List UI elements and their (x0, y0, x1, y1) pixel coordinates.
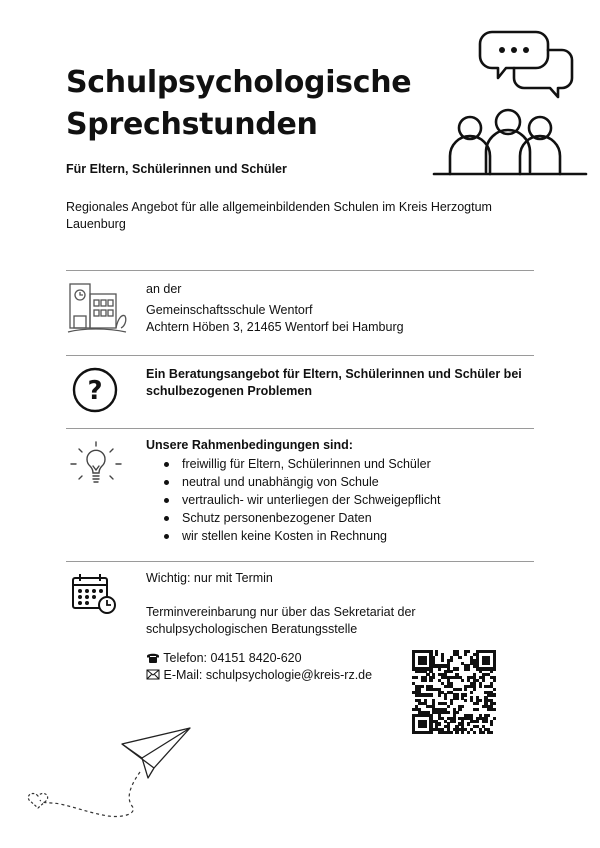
qr-module (461, 679, 464, 682)
location-prefix: an der (146, 282, 182, 296)
qr-module (484, 720, 487, 723)
qr-module (493, 693, 496, 696)
qr-module (493, 702, 496, 705)
qr-module (487, 714, 490, 717)
chat-people-icon (430, 24, 590, 184)
qr-module (467, 650, 470, 653)
qr-module (490, 722, 493, 725)
qr-module (438, 693, 441, 696)
divider (66, 428, 534, 429)
list-item: neutral und unabhängig von Schule (146, 473, 536, 491)
qr-module (438, 667, 441, 670)
qr-module (493, 679, 496, 682)
qr-module (482, 679, 485, 682)
qr-module (476, 702, 479, 705)
phone-text: Telefon: 04151 8420-620 (163, 651, 302, 665)
qr-module (450, 702, 453, 705)
qr-module (415, 676, 418, 679)
calendar-clock-icon (70, 572, 120, 616)
qr-module (473, 731, 476, 734)
email-address[interactable]: E-Mail: schulpsychologie@kreis-rz.de (163, 668, 373, 682)
school-building-icon (66, 278, 128, 340)
qr-module (473, 688, 476, 691)
school-name: Gemeinschaftsschule Wentorf (146, 303, 313, 317)
qr-module (467, 731, 470, 734)
qr-module (435, 653, 438, 656)
qr-module (487, 662, 490, 665)
qr-module (450, 659, 453, 662)
qr-module (461, 731, 464, 734)
divider (66, 270, 534, 271)
qr-module (461, 705, 464, 708)
svg-text:?: ? (87, 376, 103, 406)
qr-module (479, 699, 482, 702)
qr-module (424, 662, 427, 665)
qr-module (429, 731, 432, 734)
subtitle: Für Eltern, Schülerinnen und Schüler (66, 162, 287, 176)
qr-module (450, 731, 453, 734)
list-item: vertraulich- wir unterliegen der Schweigepflicht (146, 491, 536, 509)
phone-line (146, 650, 302, 667)
qr-module (464, 699, 467, 702)
conditions-heading: Unsere Rahmenbedingungen sind: (146, 438, 353, 452)
qr-module (455, 711, 458, 714)
page-title (66, 62, 411, 146)
qr-module (490, 731, 493, 734)
school-address: Achtern Höben 3, 21465 Wentorf bei Hamburg (146, 320, 404, 334)
qr-module (429, 679, 432, 682)
divider (66, 561, 534, 562)
paper-plane-icon (14, 720, 214, 830)
appointment-important: Wichtig: nur mit Termin (146, 571, 273, 585)
list-item: wir stellen keine Kosten in Rechnung (146, 527, 536, 545)
qr-module (432, 676, 435, 679)
qr-module (464, 693, 467, 696)
title-line-1: Schulpsychologische (66, 65, 412, 100)
qr-module (493, 667, 496, 670)
title-line-2: Sprechstunden (66, 107, 318, 142)
appointment-booking: Terminvereinbarung nur über das Sekretariat der schulpsychologischen Beratungsstelle (146, 605, 416, 636)
conditions-list (146, 455, 536, 545)
telephone-icon (146, 652, 160, 663)
qr-module (493, 708, 496, 711)
qr-module (455, 696, 458, 699)
qr-module (476, 720, 479, 723)
qr-module (467, 667, 470, 670)
qr-module (464, 688, 467, 691)
qr-module (424, 725, 427, 728)
qr-module (421, 685, 424, 688)
question-mark-icon (70, 365, 120, 415)
qr-module (450, 670, 453, 673)
qr-module (447, 711, 450, 714)
divider (66, 355, 534, 356)
lightbulb-icon (66, 438, 126, 494)
qr-code-icon[interactable] (412, 650, 496, 734)
qr-module (470, 691, 473, 694)
qr-module (458, 688, 461, 691)
qr-module (493, 717, 496, 720)
qr-module (458, 708, 461, 711)
intro-text: Regionales Angebot für alle allgemeinbildenden Schulen im Kreis Herzogtum Lauenburg (66, 200, 492, 231)
qr-module (479, 685, 482, 688)
qr-module (444, 696, 447, 699)
offer-text: Ein Beratungsangebot für Eltern, Schülerinnen und Schüler bei schulbezogenen Problemen (146, 367, 522, 398)
qr-module (467, 722, 470, 725)
qr-module (438, 722, 441, 725)
qr-module (441, 659, 444, 662)
qr-module (447, 705, 450, 708)
list-item: freiwillig für Eltern, Schülerinnen und Schüler (146, 455, 536, 473)
qr-module (424, 679, 427, 682)
qr-module (458, 656, 461, 659)
list-item: Schutz personenbezogener Daten (146, 509, 536, 527)
qr-module (453, 720, 456, 723)
qr-module (482, 731, 485, 734)
email-line (146, 667, 372, 684)
qr-module (455, 731, 458, 734)
qr-module (490, 670, 493, 673)
qr-module (429, 693, 432, 696)
qr-module (455, 667, 458, 670)
qr-module (464, 653, 467, 656)
qr-module (493, 688, 496, 691)
qr-module (476, 708, 479, 711)
envelope-icon (146, 669, 160, 680)
